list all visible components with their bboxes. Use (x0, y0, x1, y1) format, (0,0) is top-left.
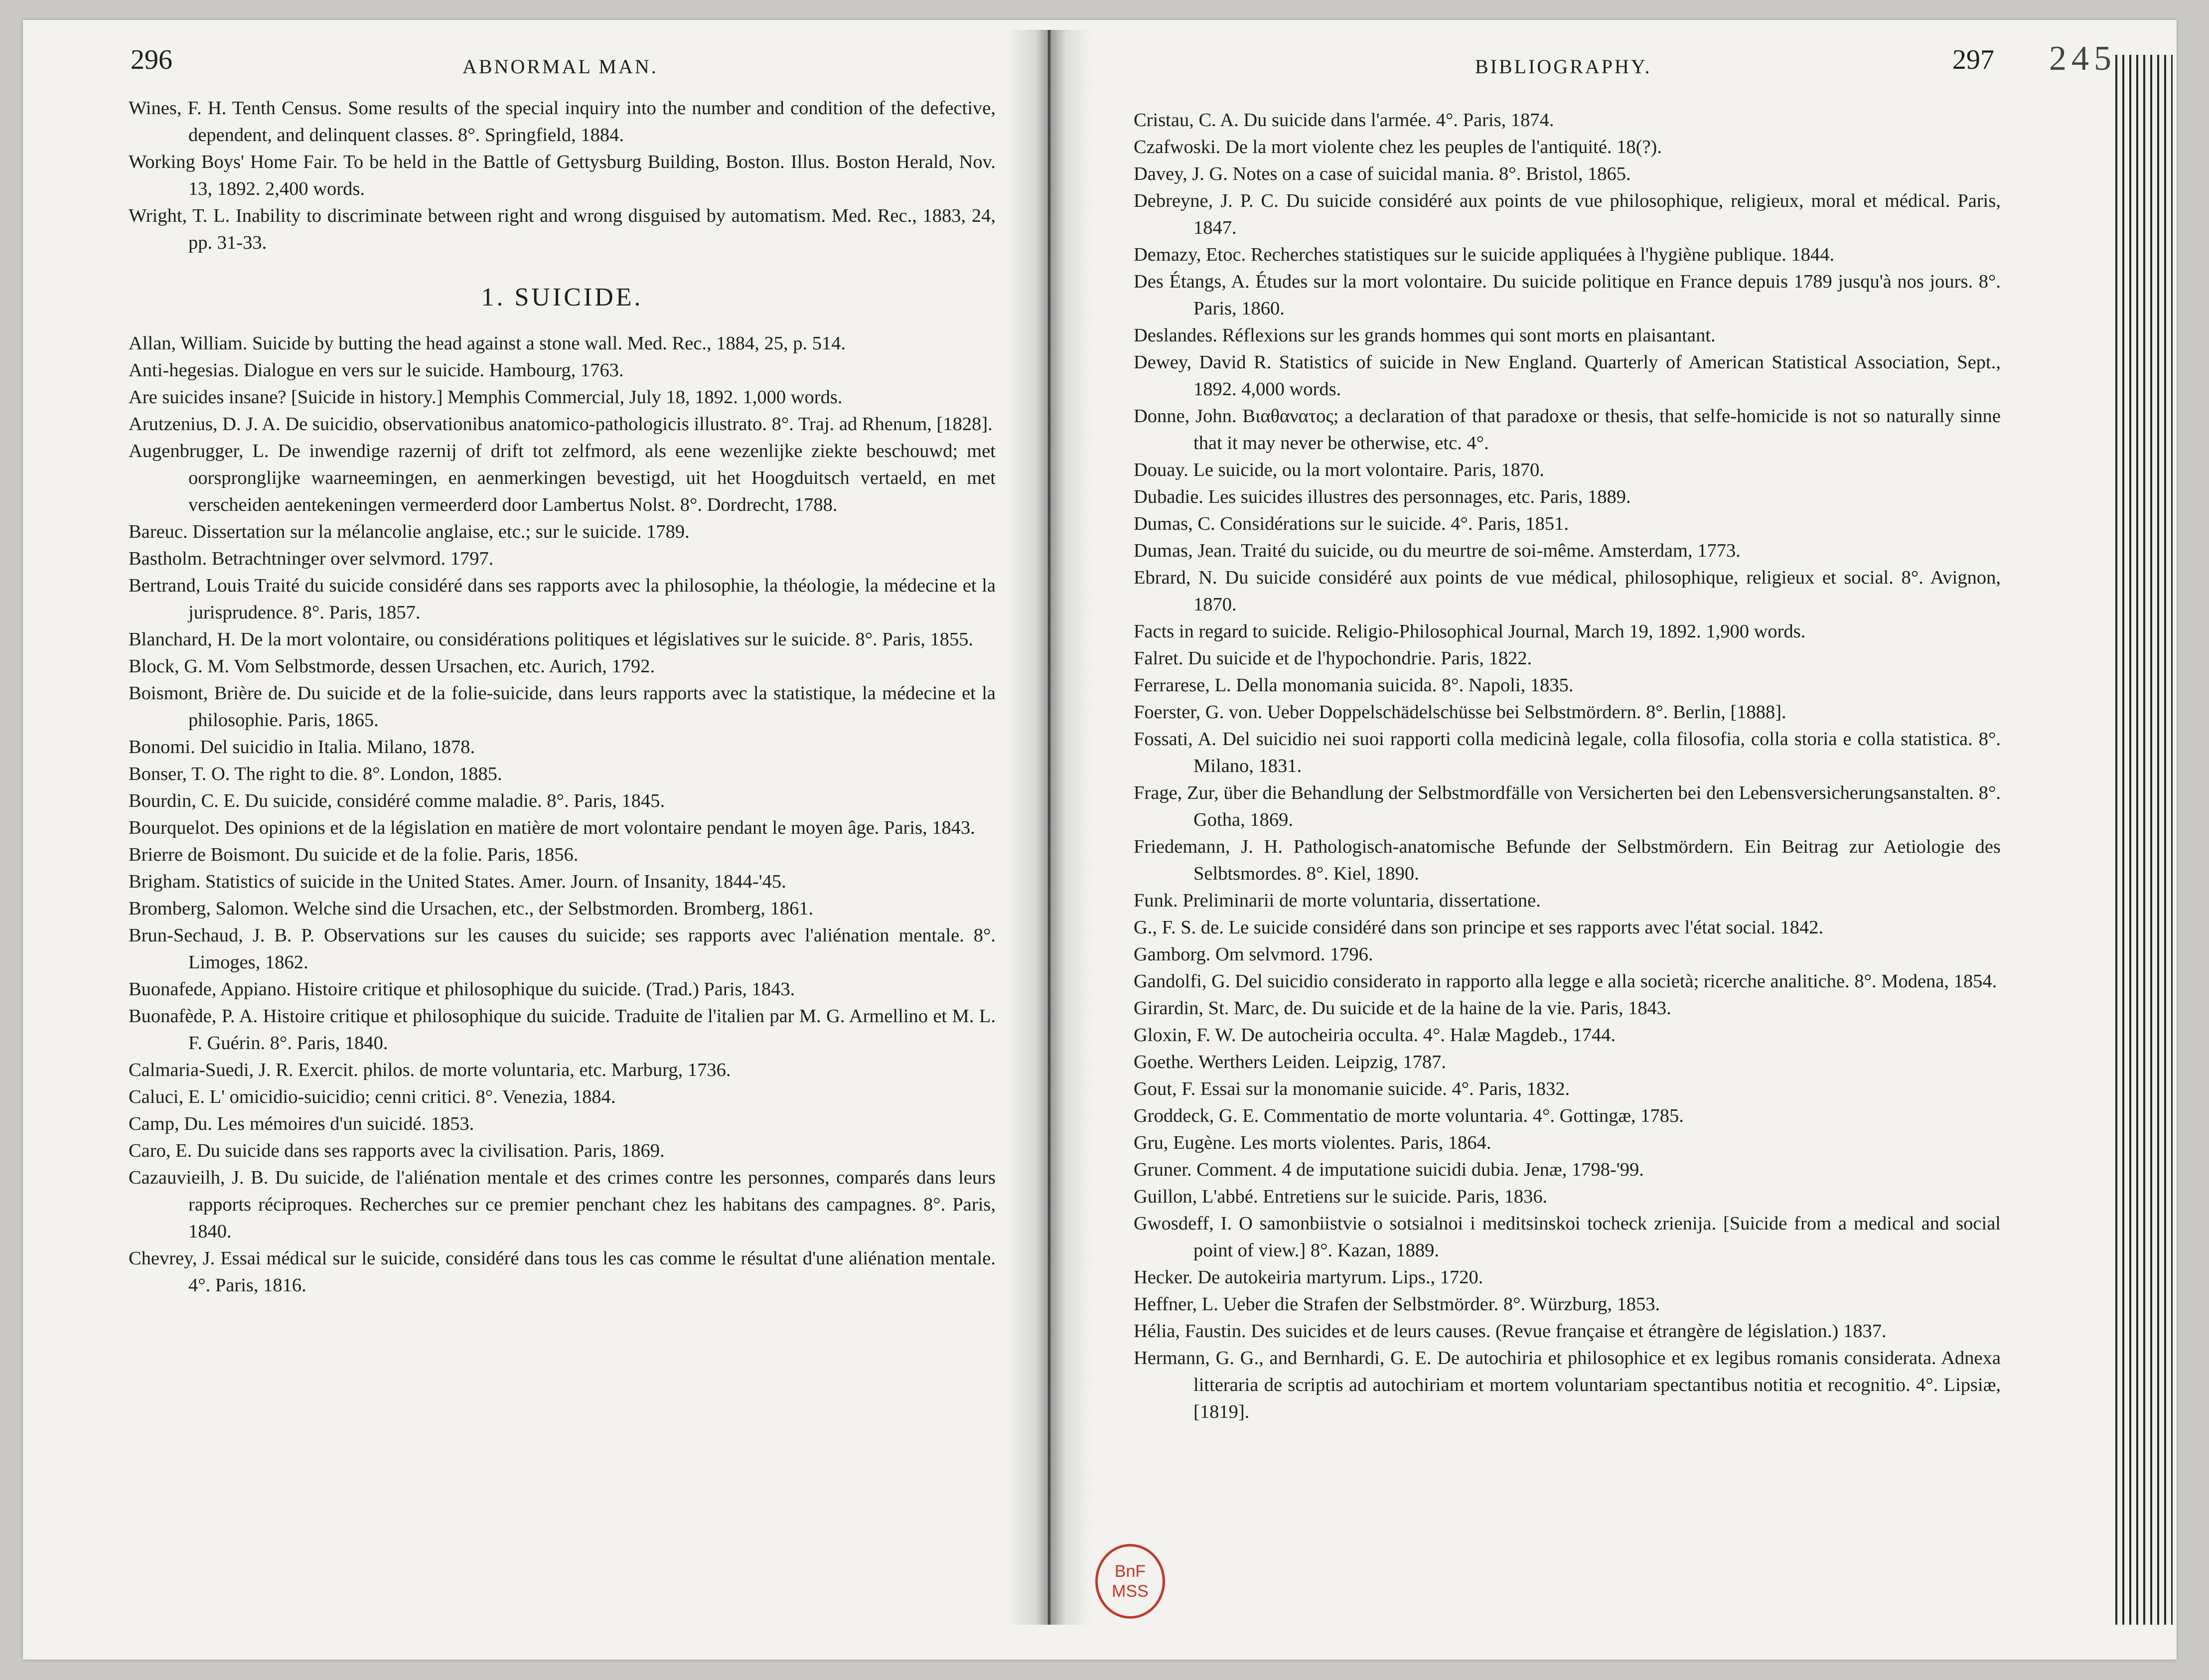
bibliography-entry: Cazauvieilh, J. B. Du suicide, de l'aliénation mentale et des crimes contre les personnes, comparés dans leurs rapports réciproques. Recherches sur ce premier penchant chez les habitans des campagnes. 8°. Paris, 1840. (129, 1167, 996, 1242)
bibliography-entry: Anti-hegesias. Dialogue en vers sur le suicide. Hambourg, 1763. (129, 360, 624, 381)
bibliography-entry: Gout, F. Essai sur la monomanie suicide. 4°. Paris, 1832. (1134, 1078, 1570, 1099)
bibliography-entry: Bareuc. Dissertation sur la mélancolie anglaise, etc.; sur le suicide. 1789. (129, 521, 690, 542)
bibliography-entry: Bourquelot. Des opinions et de la législation en matière de mort volontaire pendant le moyen âge. Paris, 1843. (129, 817, 975, 838)
bibliography-entry: Allan, William. Suicide by butting the head against a stone wall. Med. Rec., 1884, 25, p. 514. (129, 333, 846, 354)
right-page-number: 297 (1952, 44, 1994, 75)
bibliography-entry: Czafwoski. De la mort violente chez les peuples de l'antiquité. 18(?). (1134, 137, 1662, 157)
bibliography-entry: Friedemann, J. H. Pathologisch-anatomische Befunde der Selbstmördern. Ein Beitrag zur Aetiologie des Selbtsmordes. 8°. Kiel, 1890. (1134, 836, 2001, 884)
bibliography-entry: Gamborg. Om selvmord. 1796. (1134, 944, 1373, 965)
bibliography-entry: Funk. Preliminarii de morte voluntaria, dissertatione. (1134, 890, 1541, 911)
bibliography-entry: Gru, Eugène. Les morts violentes. Paris, 1864. (1134, 1132, 1491, 1153)
bibliography-entry: Caluci, E. L' omicidio-suicidio; cenni critici. 8°. Venezia, 1884. (129, 1086, 616, 1107)
left-entries (129, 330, 996, 1299)
bibliography-entry: Des Étangs, A. Études sur la mort volontaire. Du suicide politique en France depuis 1789 jusqu'à nos jours. 8°. Paris, 1860. (1134, 271, 2001, 319)
bibliography-entry: Bonomi. Del suicidio in Italia. Milano, 1878. (129, 737, 475, 758)
bibliography-entry: Girardin, St. Marc, de. Du suicide et de la haine de la vie. Paris, 1843. (1134, 998, 1671, 1019)
bibliography-entry: Hélia, Faustin. Des suicides et de leurs causes. (Revue française et étrangère de législation.) 1837. (1134, 1321, 1887, 1342)
right-entries (1134, 107, 2001, 1425)
left-running-head: ABNORMAL MAN. (462, 55, 658, 78)
library-stamp (1095, 1544, 1165, 1619)
bibliography-entry: Goethe. Werthers Leiden. Leipzig, 1787. (1134, 1052, 1446, 1072)
bibliography-entry: Dewey, David R. Statistics of suicide in New England. Quarterly of American Statistical Association, Sept., 1892. 4,000 words. (1134, 352, 2001, 400)
bibliography-entry: Buonafède, P. A. Histoire critique et philosophique du suicide. Traduite de l'italien par M. G. Armellino et M. L. F. Guérin. 8°. Paris, 1840. (129, 1006, 996, 1054)
bibliography-entry: Block, G. M. Vom Selbstmorde, dessen Ursachen, etc. Aurich, 1792. (129, 656, 655, 677)
bibliography-entry: Wright, T. L. Inability to discriminate between right and wrong disguised by automatism. Med. Rec., 1883, 24, pp. 31-33. (129, 205, 996, 253)
right-column (1134, 107, 2001, 1425)
section-title: 1. SUICIDE. (481, 283, 643, 311)
bibliography-entry: Fossati, A. Del suicidio nei suoi rapporti colla medicinà legale, colla filosofia, colla storia e colla statistica. 8°. Milano, 1831. (1134, 729, 2001, 776)
bibliography-entry: Gandolfi, G. Del suicidio considerato in rapporto alla legge e alla società; ricerche analitiche. 8°. Modena, 1854. (1134, 971, 1997, 992)
bibliography-entry: Working Boys' Home Fair. To be held in the Battle of Gettysburg Building, Boston. Illus. Boston Herald, Nov. 13, 1892. 2,400 words. (129, 152, 996, 199)
bibliography-entry: Bertrand, Louis Traité du suicide considéré dans ses rapports avec la philosophie, la théologie, la médecine et la jurisprudence. 8°. Paris, 1857. (129, 575, 996, 623)
bibliography-entry: G., F. S. de. Le suicide considéré dans son principe et ses rapports avec l'état social. 1842. (1134, 917, 1824, 938)
bibliography-entry: Brierre de Boismont. Du suicide et de la folie. Paris, 1856. (129, 844, 579, 865)
bibliography-entry: Facts in regard to suicide. Religio-Philosophical Journal, March 19, 1892. 1,900 words. (1134, 621, 1806, 642)
folio-number: 245 (2049, 39, 2116, 78)
bibliography-entry: Davey, J. G. Notes on a case of suicidal mania. 8°. Bristol, 1865. (1134, 163, 1631, 184)
bibliography-entry: Bastholm. Betrachtninger over selvmord. 1797. (129, 548, 494, 569)
bibliography-entry: Blanchard, H. De la mort volontaire, ou considérations politiques et législatives sur le suicide. 8°. Paris, 1855. (129, 629, 974, 650)
stamp-line-1: BnF (1114, 1562, 1146, 1581)
page-edge-lines (2115, 55, 2173, 1625)
bibliography-entry: Gwosdeff, I. O samonbiistvie o sotsialnoi i meditsinskoi tocheck zrienija. [Suicide from a medical and social point of view.] 8°. Kazan, 1889. (1134, 1213, 2001, 1261)
bibliography-entry: Are suicides insane? [Suicide in history.] Memphis Commercial, July 18, 1892. 1,000 words. (129, 387, 843, 408)
bibliography-entry: Dubadie. Les suicides illustres des personnages, etc. Paris, 1889. (1134, 486, 1631, 507)
bibliography-entry: Camp, Du. Les mémoires d'un suicidé. 1853. (129, 1113, 474, 1134)
left-entries-before (129, 95, 996, 256)
bibliography-entry: Deslandes. Réflexions sur les grands hommes qui sont morts en plaisantant. (1134, 325, 1716, 346)
bibliography-entry: Caro, E. Du suicide dans ses rapports avec la civilisation. Paris, 1869. (129, 1140, 665, 1161)
bibliography-entry: Falret. Du suicide et de l'hypochondrie. Paris, 1822. (1134, 648, 1532, 669)
bibliography-entry: Gloxin, F. W. De autocheiria occulta. 4°. Halæ Magdeb., 1744. (1134, 1025, 1616, 1046)
bibliography-entry: Debreyne, J. P. C. Du suicide considéré aux points de vue philosophique, religieux, moral et médical. Paris, 1847. (1134, 190, 2001, 238)
left-page-number: 296 (131, 44, 172, 75)
bibliography-entry: Gruner. Comment. 4 de imputatione suicidi dubia. Jenæ, 1798-'99. (1134, 1159, 1644, 1180)
bibliography-entry: Arutzenius, D. J. A. De suicidio, observationibus anatomico-pathologicis illustrato. 8°. Traj. ad Rhenum, [1828]. (129, 414, 993, 435)
right-running-head: BIBLIOGRAPHY. (1475, 55, 1652, 78)
bibliography-entry: Ferrarese, L. Della monomania suicida. 8°. Napoli, 1835. (1134, 675, 1574, 696)
bibliography-entry: Guillon, L'abbé. Entretiens sur le suicide. Paris, 1836. (1134, 1186, 1548, 1207)
bibliography-entry: Bourdin, C. E. Du suicide, considéré comme maladie. 8°. Paris, 1845. (129, 790, 665, 811)
bibliography-entry: Calmaria-Suedi, J. R. Exercit. philos. de morte voluntaria, etc. Marburg, 1736. (129, 1060, 731, 1080)
bibliography-entry: Chevrey, J. Essai médical sur le suicide, considéré dans tous les cas comme le résultat d'une aliénation mentale. 4°. Paris, 1816. (129, 1248, 996, 1296)
bibliography-entry: Brun-Sechaud, J. B. P. Observations sur les causes du suicide; ses rapports avec l'aliénation mentale. 8°. Limoges, 1862. (129, 925, 996, 973)
bibliography-entry: Hecker. De autokeiria martyrum. Lips., 1720. (1134, 1267, 1483, 1288)
bibliography-entry: Dumas, Jean. Traité du suicide, ou du meurtre de soi-même. Amsterdam, 1773. (1134, 540, 1741, 561)
bibliography-entry: Foerster, G. von. Ueber Doppelschädelschüsse bei Selbstmördern. 8°. Berlin, [1888]. (1134, 702, 1786, 723)
bibliography-entry: Brigham. Statistics of suicide in the United States. Amer. Journ. of Insanity, 1844-'45. (129, 871, 786, 892)
bibliography-entry: Ebrard, N. Du suicide considéré aux points de vue médical, philosophique, religieux et social. 8°. Avignon, 1870. (1134, 567, 2001, 615)
stamp-line-2: MSS (1112, 1582, 1149, 1601)
bibliography-entry: Buonafede, Appiano. Histoire critique et philosophique du suicide. (Trad.) Paris, 1843. (129, 979, 795, 1000)
bibliography-entry: Hermann, G. G., and Bernhardi, G. E. De autochiria et philosophice et ex legibus romanis considerata. Adnexa litteraria de scriptis ad autochiriam et mortem voluntariam spectantibus notitia et recognitio. 4°. Lipsiæ, [1819]. (1134, 1348, 2001, 1422)
bibliography-entry: Groddeck, G. E. Commentatio de morte voluntaria. 4°. Gottingæ, 1785. (1134, 1105, 1684, 1126)
bibliography-entry: Frage, Zur, über die Behandlung der Selbstmordfälle von Versicherten bei den Lebensversicherungsanstalten. 8°. Gotha, 1869. (1134, 782, 2001, 830)
bibliography-entry: Augenbrugger, L. De inwendige razernij of drift tot zelfmord, als eene wezenlijke ziekte beschouwd; met oorspronglijke waarneemingen, en aenmerkingen bevestigd, uit het Hoogduitsch vertaeld, en met verscheiden aentekeningen vermeerderd door Lambertus Nolst. 8°. Dordrecht, 1788. (129, 441, 996, 515)
bibliography-entry: Bromberg, Salomon. Welche sind die Ursachen, etc., der Selbstmorden. Bromberg, 1861. (129, 898, 814, 919)
bibliography-entry: Demazy, Etoc. Recherches statistiques sur le suicide appliquées à l'hygiène publique. 1844. (1134, 244, 1835, 265)
bibliography-entry: Boismont, Brière de. Du suicide et de la folie-suicide, dans leurs rapports avec la statistique, la médecine et la philosophie. Paris, 1865. (129, 683, 996, 731)
left-column (129, 95, 996, 1299)
bibliography-entry: Donne, John. Βιαθανατος; a declaration of that paradoxe or thesis, that selfe-homicide is not so naturally sinne that it may never be otherwise, etc. 4°. (1134, 406, 2001, 454)
book-gutter (1007, 30, 1091, 1625)
bibliography-entry: Bonser, T. O. The right to die. 8°. London, 1885. (129, 764, 502, 784)
bibliography-entry: Wines, F. H. Tenth Census. Some results of the special inquiry into the number and condition of the defective, dependent, and delinquent classes. 8°. Springfield, 1884. (129, 98, 996, 146)
bibliography-entry: Cristau, C. A. Du suicide dans l'armée. 4°. Paris, 1874. (1134, 110, 1554, 131)
bibliography-entry: Heffner, L. Ueber die Strafen der Selbstmörder. 8°. Würzburg, 1853. (1134, 1294, 1660, 1315)
bibliography-entry: Douay. Le suicide, ou la mort volontaire. Paris, 1870. (1134, 459, 1545, 480)
bibliography-entry: Dumas, C. Considérations sur le suicide. 4°. Paris, 1851. (1134, 513, 1569, 534)
